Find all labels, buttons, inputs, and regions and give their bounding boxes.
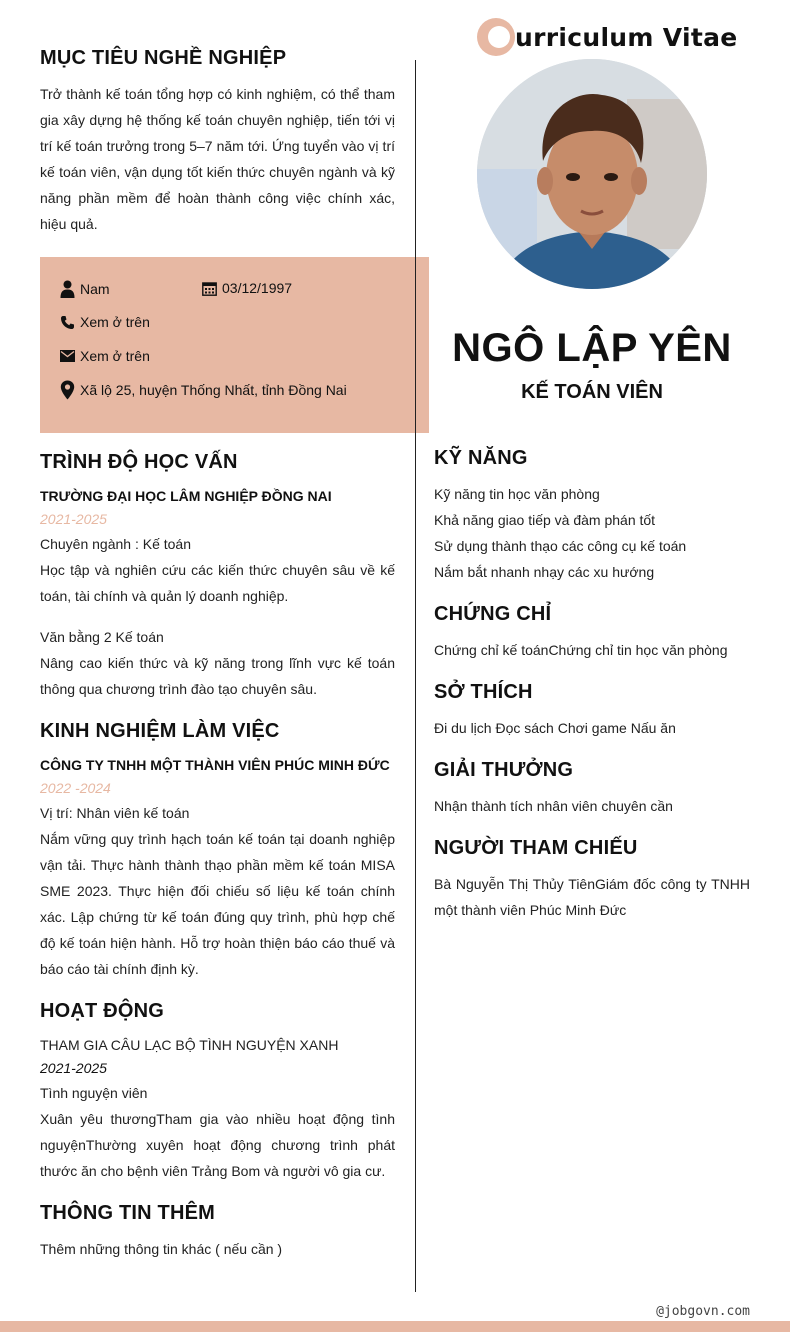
experience-period: 2022 -2024 (40, 780, 111, 796)
logo-c-mark (477, 18, 515, 56)
gender-text: Nam (80, 281, 110, 297)
activities-period: 2021-2025 (40, 1060, 107, 1076)
activities-org: THAM GIA CÂU LẠC BỘ TÌNH NGUYỆN XANH (40, 1037, 339, 1053)
education-school: TRƯỜNG ĐẠI HỌC LÂM NGHIỆP ĐỒNG NAI (40, 488, 332, 504)
experience-position: Vị trí: Nhân viên kế toán (40, 805, 190, 821)
experience-company: CÔNG TY TNHH MỘT THÀNH VIÊN PHÚC MINH ĐỨC (40, 757, 390, 773)
references-heading: NGƯỜI THAM CHIẾU (434, 837, 638, 859)
activities-heading: HOẠT ĐỘNG (40, 1000, 165, 1022)
logo-text: urriculum Vitae (515, 22, 738, 52)
calendar-icon (202, 281, 217, 296)
extra-heading: THÔNG TIN THÊM (40, 1202, 216, 1224)
education-degree2-desc: Nâng cao kiến thức và kỹ năng trong lĩnh vực kế toán thông qua chương trình đào tạo chuyên sâu. (40, 655, 395, 697)
bottom-accent-bar (0, 1321, 790, 1332)
email-text: Xem ở trên (80, 348, 150, 364)
contact-box (40, 257, 429, 433)
contact-address (60, 380, 347, 400)
watermark: @jobgovn.com (656, 1304, 750, 1319)
education-degree2: Văn bằng 2 Kế toán (40, 629, 164, 645)
certificates-heading: CHỨNG CHỈ (434, 603, 552, 625)
candidate-name: NGÔ LẬP YÊN (452, 326, 732, 370)
cv-logo (477, 18, 738, 56)
dob-text: 03/12/1997 (222, 280, 293, 296)
references-text: Bà Nguyễn Thị Thủy TiênGiám đốc công ty TNHH một thành viên Phúc Minh Đức (434, 876, 750, 918)
job-title: KẾ TOÁN VIÊN (521, 381, 663, 403)
address-text: Xã lộ 25, huyện Thống Nhất, tỉnh Đồng Nai (80, 382, 347, 398)
phone-icon (60, 315, 75, 330)
avatar (477, 59, 707, 289)
skill-item: Kỹ năng tin học văn phòng (434, 486, 600, 502)
experience-heading: KINH NGHIỆM LÀM VIỆC (40, 720, 280, 742)
extra-text: Thêm những thông tin khác ( nếu cần ) (40, 1241, 283, 1257)
phone-text: Xem ở trên (80, 314, 150, 330)
contact-phone (60, 314, 150, 330)
experience-desc: Nắm vững quy trình hạch toán kế toán tại doanh nghiệp vận tải. Thực hành thành thạo phần mềm kế toán MISA SME 2023. Thực hiện đối chiếu số liệu kế toán chính xác. Lập chứng từ kế toán đúng quy trình, phù hợp chế độ kế toán hiện hành. Hỗ trợ hoàn thiện báo cáo thuế và báo cáo tài chính định kỳ. (40, 831, 395, 977)
column-divider (415, 60, 416, 1292)
skill-item: Sử dụng thành thạo các công cụ kế toán (434, 538, 687, 554)
awards-text: Nhận thành tích nhân viên chuyên cần (434, 798, 673, 814)
hobbies-text: Đi du lịch Đọc sách Chơi game Nấu ăn (434, 720, 676, 736)
mail-icon (60, 350, 75, 362)
contact-email (60, 348, 150, 364)
education-period: 2021-2025 (40, 511, 107, 527)
objective-text: Trở thành kế toán tổng hợp có kinh nghiệm, có thể tham gia xây dựng hệ thống kế toán chuyên nghiệp, tiến tới vị trí kế toán trưởng trong 5–7 năm tới. Ứng tuyển vào vị trí kế toán viên, vận dụng tốt kiến thức chuyên ngành và kỹ năng phần mềm để hoàn thành công việc chính xác, hiệu quả. (40, 86, 395, 232)
location-pin-icon (60, 380, 75, 400)
skill-item: Khả năng giao tiếp và đàm phán tốt (434, 512, 656, 528)
objective-heading: MỤC TIÊU NGHỀ NGHIỆP (40, 47, 287, 69)
contact-gender (60, 280, 110, 298)
skill-item: Nắm bắt nhanh nhạy các xu hướng (434, 564, 655, 580)
education-heading: TRÌNH ĐỘ HỌC VẤN (40, 451, 238, 473)
certificates-text: Chứng chỉ kế toánChứng chỉ tin học văn phòng (434, 642, 728, 658)
avatar-photo (477, 59, 707, 289)
awards-heading: GIẢI THƯỞNG (434, 759, 574, 781)
activities-desc: Xuân yêu thươngTham gia vào nhiều hoạt động tình nguyệnThường xuyên hoạt động chương trình phát thước ăn cho bệnh viên Trảng Bom và người vô gia cư. (40, 1111, 395, 1179)
person-icon (60, 280, 75, 298)
skills-heading: KỸ NĂNG (434, 447, 528, 469)
education-desc: Học tập và nghiên cứu các kiến thức chuyên sâu về kế toán, tài chính và quản lý doanh nghiệp. (40, 562, 395, 604)
education-major: Chuyên ngành : Kế toán (40, 536, 192, 552)
hobbies-heading: SỞ THÍCH (434, 681, 533, 703)
activities-role: Tình nguyện viên (40, 1085, 148, 1101)
contact-dob (202, 280, 292, 296)
